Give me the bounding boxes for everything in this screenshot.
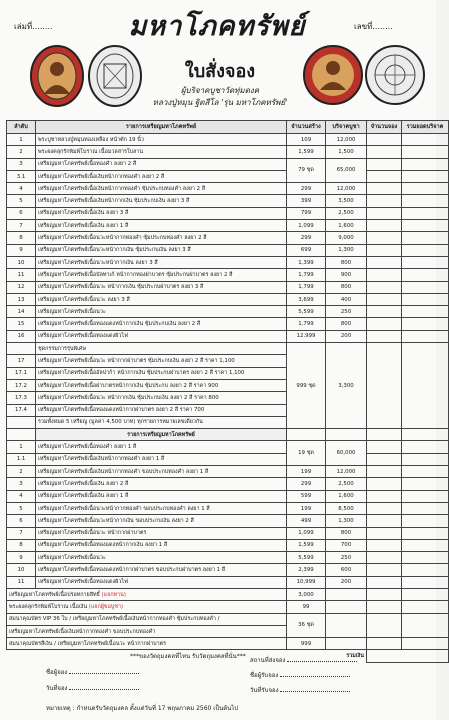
receiver-name-field[interactable] xyxy=(250,670,350,680)
row-no: 4 xyxy=(7,490,36,502)
qty-cell: 299 xyxy=(287,478,326,490)
order-total-cell[interactable] xyxy=(402,453,449,465)
price-cell: 2,500 xyxy=(326,207,367,219)
order-total-cell[interactable] xyxy=(402,478,449,490)
order-qty-cell[interactable] xyxy=(367,220,402,232)
price-cell: 1,600 xyxy=(326,490,367,502)
row-no: 8 xyxy=(7,539,36,551)
order-qty-cell[interactable] xyxy=(367,330,402,342)
row-no: 17.3 xyxy=(7,392,36,404)
table-row xyxy=(7,281,449,293)
price-cell: 1,600 xyxy=(326,220,367,232)
price-cell: 9,000 xyxy=(326,232,367,244)
price-cell: 200 xyxy=(326,576,367,588)
price-cell: 250 xyxy=(326,552,367,564)
row-item: เหรียญมหาโภคทรัพย์เนื้อนวะหน้ากากเงิน ขอบประกบเงิน ลงยา 2 สี xyxy=(36,515,287,527)
set-price-cell: 3,300 xyxy=(326,343,367,429)
row-no xyxy=(7,343,36,355)
table-row xyxy=(7,269,449,281)
row-item: เหรียญมหาโภคทรัพย์เนื้อเงิน ลงยา 1 สี xyxy=(36,220,287,232)
order-qty-cell[interactable] xyxy=(367,429,402,441)
table-row xyxy=(7,232,449,244)
qty-cell: 12,999 xyxy=(287,330,326,342)
extra-item-note: (แจกผู้ขอบูชา) xyxy=(88,603,124,610)
row-item: เหรียญมหาโภคทรัพย์เนื้อนวะ หน้ากากฝาบาตร ซุ้มประกบเงิน ลงยา 2 สี ราคา 1,100 xyxy=(36,355,287,367)
order-total-cell[interactable] xyxy=(402,330,449,342)
order-qty-cell[interactable] xyxy=(367,146,402,158)
price-cell: 12,000 xyxy=(326,183,367,195)
order-total-cell[interactable] xyxy=(402,539,449,551)
receiver-place-label: สถานที่ส่งจอง xyxy=(250,657,286,664)
price-cell: 1,300 xyxy=(326,244,367,256)
remark: หมายเหตุ : กำหนดรับวัตถุมงคล ตั้งแต่วันที่ 17 พฤษภาคม 2560 เป็นต้นไป xyxy=(46,705,239,712)
receiver-name-label: ชื่อผู้รับจอง xyxy=(250,672,279,679)
row-no: 2 xyxy=(7,146,36,158)
row-item: เหรียญมหาโภคทรัพย์เนื้อนวะหน้ากากเงิน ซุ้มประกบเงิน ลงยา 3 สี xyxy=(36,244,287,256)
row-item: พระบูชาหลวงปู่หมุนทองเหลือง หน้าตัก 19 นิ้ว xyxy=(36,134,287,146)
price-cell: 65,000 xyxy=(326,158,367,183)
vip-qty2-cell: 999 xyxy=(287,638,326,650)
order-total-cell[interactable] xyxy=(402,207,449,219)
order-qty-cell[interactable] xyxy=(367,134,402,146)
row-no: 10 xyxy=(7,564,36,576)
table-row xyxy=(7,170,449,182)
row-no: 3 xyxy=(7,478,36,490)
price-cell: 12,000 xyxy=(326,134,367,146)
qty-cell: 10,999 xyxy=(287,576,326,588)
table-row xyxy=(7,588,449,600)
row-no: 12 xyxy=(7,281,36,293)
order-qty-cell[interactable] xyxy=(367,269,402,281)
row-item: เหรียญมหาโภคทรัพย์เนื้อนวะ ลงยา 3 สี xyxy=(36,293,287,305)
row-no: 11 xyxy=(7,576,36,588)
order-qty-cell[interactable] xyxy=(367,207,402,219)
row-item: เหรียญมหาโภคทรัพย์เนื้อเงินหน้ากากทองคำ ซุ้มประกบทองคำ ลงยา 2 สี xyxy=(36,183,287,195)
section2-title: รายการเหรียญมหาโภคทรัพย์ xyxy=(36,429,287,441)
row-no: 15 xyxy=(7,318,36,330)
receiver-place-field[interactable] xyxy=(250,655,357,665)
order-total-cell[interactable] xyxy=(402,318,449,330)
row-no: 16 xyxy=(7,330,36,342)
vip-item: สมนาคุณบัตรสีเงิน / เหรียญมหาโภคทรัพย์เนื้อนวะ หน้ากากฝาบาตร xyxy=(7,638,287,650)
row-item: เหรียญมหาโภคทรัพย์เนื้อเงินหน้ากากทองคำ ลงยา 1 สี xyxy=(36,453,287,465)
order-qty-cell[interactable] xyxy=(367,576,402,588)
order-total-cell[interactable] xyxy=(402,564,449,576)
qty-cell: 1,099 xyxy=(287,220,326,232)
table-row xyxy=(7,502,449,514)
col-no: ลำดับ xyxy=(7,121,36,134)
row-no: 17.4 xyxy=(7,404,36,416)
row-item: เหรียญมหาโภคทรัพย์เนื้อทองแดงหน้ากากฝาบาตร ลงยา 2 สี ราคา 700 xyxy=(36,404,287,416)
order-qty-cell[interactable] xyxy=(367,466,402,478)
set-header: ชุดกรรมการรุ่นพิเศษ xyxy=(36,343,287,355)
edition-line: หลวงปู่หมุน ฐิตสีโล 'รุ่น มหาโภคทรัพย์' xyxy=(152,98,288,107)
row-item: เหรียญมหาโภคทรัพย์เนื้ออัลปาก้า หน้ากากเงิน ซุ้มประกบฝาบาตร ลงยา 2 สี ราคา 1,100 xyxy=(36,367,287,379)
qty-cell: 599 xyxy=(287,490,326,502)
order-qty-cell[interactable] xyxy=(367,601,402,613)
row-no: 14 xyxy=(7,306,36,318)
row-no: 8 xyxy=(7,232,36,244)
row-no: 1.1 xyxy=(7,453,36,465)
order-total-cell[interactable] xyxy=(402,232,449,244)
table-row xyxy=(7,134,449,146)
order-qty-cell[interactable] xyxy=(367,502,402,514)
row-no: 11 xyxy=(7,269,36,281)
qty-cell: 1,599 xyxy=(287,146,326,158)
order-total-cell[interactable] xyxy=(402,306,449,318)
table-row xyxy=(7,220,449,232)
col-item: รายการเหรียญมหาโภคทรัพย์ xyxy=(36,121,287,134)
order-qty-cell[interactable] xyxy=(367,343,402,429)
order-qty-cell[interactable] xyxy=(367,552,402,564)
order-total-cell[interactable] xyxy=(402,490,449,502)
col-total: รวมยอดบริจาค xyxy=(402,121,449,134)
order-total-cell[interactable] xyxy=(402,256,449,268)
order-total-cell[interactable] xyxy=(402,601,449,613)
table-row xyxy=(7,441,449,453)
order-qty-cell[interactable] xyxy=(367,478,402,490)
col-price: บริจาคบูชา xyxy=(326,121,367,134)
receive-date-label: วันที่รับจอง xyxy=(250,687,279,694)
row-no: 7 xyxy=(7,527,36,539)
order-qty-cell[interactable] xyxy=(367,490,402,502)
order-total-cell[interactable] xyxy=(402,552,449,564)
qty-cell: 3,699 xyxy=(287,293,326,305)
row-item: เหรียญมหาโภคทรัพย์เนื้อเงิน ลงยา 1 สี xyxy=(36,490,287,502)
row-item: เหรียญมหาโภคทรัพย์เนื้อเงินหน้ากากทองคำ ขอบประกบทองคำ ลงยา 1 สี xyxy=(36,466,287,478)
section-title-row xyxy=(7,429,449,441)
table-row xyxy=(7,158,449,170)
row-no: 5 xyxy=(7,195,36,207)
order-total-cell[interactable] xyxy=(402,466,449,478)
qty-cell: 299 xyxy=(287,183,326,195)
receive-date-field[interactable] xyxy=(250,685,350,695)
row-no: 2 xyxy=(7,466,36,478)
order-total-cell[interactable] xyxy=(402,158,449,170)
qty-cell: 199 xyxy=(287,466,326,478)
table-row xyxy=(7,343,449,355)
book-number-label: เล่มที่........ xyxy=(14,22,53,31)
row-no: 3 xyxy=(7,158,36,170)
row-item: เหรียญมหาโภคทรัพย์เนื้อนวะหน้ากากทองคำ ซุ้มประกบทองคำ ลงยา 2 สี xyxy=(36,232,287,244)
qty-cell: 1,099 xyxy=(287,527,326,539)
orderer-name-field[interactable] xyxy=(46,667,139,677)
grand-total-cell[interactable] xyxy=(367,650,449,662)
row-item: เหรียญมหาโภคทรัพย์เนื้อทองแดงหน้ากากฝาบาตร ขอบประกบฝาบาตร ลงยา 1 สี xyxy=(36,564,287,576)
row-item: เหรียญมหาโภคทรัพย์เนื้อทองแดงหน้ากากเงิน ซุ้มประกบเงิน ลงยา 2 สี xyxy=(36,318,287,330)
order-qty-cell[interactable] xyxy=(367,183,402,195)
table-row xyxy=(7,330,449,342)
form-subtitle: ใบสั่งจอง xyxy=(184,61,256,82)
row-item: เหรียญมหาโภคทรัพย์เนื้อทองแดงผิวไฟ xyxy=(36,330,287,342)
price-cell: 400 xyxy=(326,293,367,305)
order-qty-cell[interactable] xyxy=(367,441,402,453)
row-item: เหรียญมหาโภคทรัพย์เนื้อทองแดงผิวไฟ xyxy=(36,576,287,588)
order-qty-cell[interactable] xyxy=(367,256,402,268)
table-row xyxy=(7,515,449,527)
order-total-cell[interactable] xyxy=(402,588,449,600)
total-label: รวมเงิน xyxy=(346,653,364,660)
table-row xyxy=(7,576,449,588)
price-cell xyxy=(326,601,367,613)
price-cell: 3,500 xyxy=(326,195,367,207)
order-date-field[interactable] xyxy=(46,683,139,693)
order-total-cell[interactable] xyxy=(402,638,449,650)
table-row xyxy=(7,552,449,564)
col-qty: จำนวนสร้าง xyxy=(287,121,326,134)
price-cell: 700 xyxy=(326,539,367,551)
price-cell: 200 xyxy=(326,330,367,342)
order-qty-cell[interactable] xyxy=(367,588,402,600)
order-qty-cell[interactable] xyxy=(367,564,402,576)
qty-cell: 799 xyxy=(287,207,326,219)
qty-cell: 1,799 xyxy=(287,269,326,281)
row-no xyxy=(7,416,36,428)
row-no: 13 xyxy=(7,293,36,305)
order-qty-cell[interactable] xyxy=(367,539,402,551)
col-order: จำนวนจอง xyxy=(367,121,402,134)
order-qty-cell[interactable] xyxy=(367,232,402,244)
set-qty-cell: 999 ชุด xyxy=(287,343,326,429)
extra-item-note: (แจกทาน) xyxy=(101,591,126,598)
qty-cell: 5,599 xyxy=(287,552,326,564)
set-footer: รวมทั้งหมด 5 เหรียญ (มูลค่า 4,500 บาท) ทุกรายการหมายเลขเดียวกัน xyxy=(36,416,287,428)
row-item: เหรียญมหาโภคทรัพย์เนื้อบัลทาเก้ หน้ากากทองฝาบาตร ซุ้มประกบฝาบาตร ลงยา 2 สี xyxy=(36,269,287,281)
order-total-cell[interactable] xyxy=(402,146,449,158)
order-total-cell[interactable] xyxy=(402,502,449,514)
row-item: เหรียญมหาโภคทรัพย์เนื้อนวะหน้ากากเงิน ลงยา 3 สี xyxy=(36,256,287,268)
order-qty-cell[interactable] xyxy=(367,293,402,305)
table-row xyxy=(7,527,449,539)
row-item: เหรียญมหาโภคทรัพย์เนื้อเงินหน้ากากเงิน ซุ้มประกบเงิน ลงยา 3 สี xyxy=(36,195,287,207)
page-title: มหาโภคทรัพย์ xyxy=(128,11,306,42)
qty-cell: 699 xyxy=(287,244,326,256)
price-cell: 250 xyxy=(326,306,367,318)
yantra-round-medal-icon xyxy=(362,42,428,108)
order-qty-cell[interactable] xyxy=(367,195,402,207)
vip-qty-cell: 36 ชุด xyxy=(287,613,326,638)
order-qty-cell[interactable] xyxy=(367,170,402,182)
price-cell xyxy=(326,638,367,650)
price-cell: 8,500 xyxy=(326,502,367,514)
extra-item xyxy=(7,601,287,613)
table-row xyxy=(7,207,449,219)
row-no: 4 xyxy=(7,183,36,195)
table-row xyxy=(7,466,449,478)
row-item: เหรียญมหาโภคทรัพย์เนื้อนวะ xyxy=(36,552,287,564)
row-no: 7 xyxy=(7,220,36,232)
table-row xyxy=(7,244,449,256)
order-total-cell[interactable] xyxy=(402,515,449,527)
order-total-cell[interactable] xyxy=(402,343,449,429)
row-no: 17 xyxy=(7,355,36,367)
qty-cell: 109 xyxy=(287,134,326,146)
order-total-cell[interactable] xyxy=(402,170,449,182)
order-total-cell[interactable] xyxy=(402,269,449,281)
order-total-cell[interactable] xyxy=(402,281,449,293)
donor-line: ผู้บริจาคบูชาวัดทุ่มดงค xyxy=(180,86,260,95)
extra-item xyxy=(7,588,287,600)
table-row xyxy=(7,183,449,195)
row-item: เหรียญมหาโภคทรัพย์เนื้อนวะ xyxy=(36,306,287,318)
qty-cell: 3,000 xyxy=(287,588,326,600)
price-cell: 1,500 xyxy=(326,146,367,158)
form-number-label: เลขที่........ xyxy=(354,22,393,31)
qty-cell: 1,599 xyxy=(287,539,326,551)
row-no: 3.1 xyxy=(7,170,36,182)
table-row xyxy=(7,306,449,318)
price-cell xyxy=(326,613,367,638)
order-qty-cell[interactable] xyxy=(367,453,402,465)
order-qty-cell[interactable] xyxy=(367,515,402,527)
extra-item-label: พระผงคลุกรักพิมพ์โบราณ เนื้อเงิน xyxy=(9,603,88,610)
table-row xyxy=(7,613,449,625)
order-qty-cell[interactable] xyxy=(367,318,402,330)
qty-cell: 1,799 xyxy=(287,281,326,293)
table-row xyxy=(7,638,449,650)
order-qty-cell[interactable] xyxy=(367,527,402,539)
order-total-cell[interactable] xyxy=(402,134,449,146)
order-total-cell[interactable] xyxy=(402,220,449,232)
row-no: 6 xyxy=(7,515,36,527)
price-cell: 60,000 xyxy=(326,441,367,466)
order-total-cell[interactable] xyxy=(402,576,449,588)
price-cell: 12,000 xyxy=(326,466,367,478)
order-qty-cell[interactable] xyxy=(367,638,402,650)
row-item: เหรียญมหาโภคทรัพย์เนื้อทองคำ ลงยา 2 สี xyxy=(36,158,287,170)
row-no: 10 xyxy=(7,256,36,268)
row-item: เหรียญมหาโภคทรัพย์เนื้อทองคำ ลงยา 1 สี xyxy=(36,441,287,453)
order-total-cell[interactable] xyxy=(402,429,449,441)
price-cell: 800 xyxy=(326,318,367,330)
table-row xyxy=(7,453,449,465)
row-no: 9 xyxy=(7,244,36,256)
row-item: เหรียญมหาโภคทรัพย์เนื้อเงินหน้ากากทองคำ ลงยา 2 สี xyxy=(36,170,287,182)
table-row xyxy=(7,318,449,330)
qty-cell: 5,599 xyxy=(287,306,326,318)
order-total-cell[interactable] xyxy=(402,527,449,539)
table-header-row xyxy=(7,121,449,134)
order-total-cell[interactable] xyxy=(402,293,449,305)
price-cell: 900 xyxy=(326,269,367,281)
row-no: 9 xyxy=(7,552,36,564)
qty-cell: 399 xyxy=(287,195,326,207)
qty-cell: 19 ชุด xyxy=(287,441,326,466)
row-item: เหรียญมหาโภคทรัพย์เนื้อทองแดงหน้ากากเงิน ลงยา 1 สี xyxy=(36,539,287,551)
pickup-note: ***ของวัตถุมงคลที่ไหน รับวัตถุมงคลที่นั่น*** xyxy=(130,653,246,660)
qty-cell: 199 xyxy=(287,502,326,514)
row-no: 1 xyxy=(7,134,36,146)
order-table xyxy=(6,120,449,663)
qty-cell: 1,399 xyxy=(287,256,326,268)
row-item: เหรียญมหาโภคทรัพย์เนื้อนวะ หน้ากากฝาบาตร xyxy=(36,527,287,539)
order-qty-cell[interactable] xyxy=(367,306,402,318)
order-qty-cell[interactable] xyxy=(367,613,402,638)
table-row xyxy=(7,564,449,576)
qty-cell: 299 xyxy=(287,232,326,244)
row-item: เหรียญมหาโภคทรัพย์เนื้อนวะ หน้ากากเงิน ซุ้มประกบฝาบาตร ลงยา 3 สี xyxy=(36,281,287,293)
row-no: 5 xyxy=(7,502,36,514)
row-item: เหรียญมหาโภคทรัพย์เนื้อฝาบาตรหน้ากากเงิน ซุ้มประกบ ลงยา 2 สี ราคา 900 xyxy=(36,379,287,391)
table-row xyxy=(7,490,449,502)
row-no xyxy=(7,429,36,441)
qty-cell: 79 ชุด xyxy=(287,158,326,183)
table-row xyxy=(7,478,449,490)
extra-item-label: เหรียญมหาโภคทรัพย์เนื้อปรอทกายสิทธิ์ xyxy=(9,591,100,598)
table-row xyxy=(7,293,449,305)
order-qty-cell[interactable] xyxy=(367,158,402,170)
price-cell: 600 xyxy=(326,564,367,576)
row-no: 17.1 xyxy=(7,367,36,379)
price-cell: 800 xyxy=(326,527,367,539)
row-no: 1 xyxy=(7,441,36,453)
row-item: เหรียญมหาโภคทรัพย์เนื้อเงิน ลงยา 3 สี xyxy=(36,207,287,219)
price-cell xyxy=(326,429,367,441)
table-row xyxy=(7,539,449,551)
order-total-cell[interactable] xyxy=(402,613,449,638)
row-item: เหรียญมหาโภคทรัพย์เนื้อเงิน ลงยา 2 สี xyxy=(36,478,287,490)
table-row xyxy=(7,601,449,613)
table-row xyxy=(7,256,449,268)
qty-cell: 1,799 xyxy=(287,318,326,330)
price-cell xyxy=(326,588,367,600)
order-qty-cell[interactable] xyxy=(367,281,402,293)
order-qty-cell[interactable] xyxy=(367,244,402,256)
orderer-name-label: ชื่อผู้จอง xyxy=(46,669,68,676)
qty-cell xyxy=(287,429,326,441)
order-total-cell[interactable] xyxy=(402,441,449,453)
row-item: เหรียญมหาโภคทรัพย์เนื้อนวะ หน้ากากเงิน ซุ้มประกบเงิน ลงยา 2 สี ราคา 800 xyxy=(36,392,287,404)
row-item: พระผงคลุกรักพิมพ์โบราณ เนื้อมวลสารใบลาน xyxy=(36,146,287,158)
vip-item: สมนาคุณบัตร VIP 36 ใบ / เหรียญมหาโภคทรัพย์เนื้อเงินหน้ากากทองคำ ซุ้มประกบทองคำ / xyxy=(7,613,287,625)
qty-cell: 2,399 xyxy=(287,564,326,576)
qty-cell: 499 xyxy=(287,515,326,527)
row-no: 6 xyxy=(7,207,36,219)
row-item: เหรียญมหาโภคทรัพย์เนื้อนวะหน้ากากทองคำ ขอบประกบทองคำ ลงยา 1 สี xyxy=(36,502,287,514)
order-total-cell[interactable] xyxy=(402,244,449,256)
table-row xyxy=(7,146,449,158)
price-cell: 800 xyxy=(326,281,367,293)
price-cell: 800 xyxy=(326,256,367,268)
row-no: 17.2 xyxy=(7,379,36,391)
order-total-cell[interactable] xyxy=(402,195,449,207)
table-row xyxy=(7,195,449,207)
monk-medal-icon xyxy=(24,42,90,108)
vip-item: เหรียญมหาโภคทรัพย์เนื้อเงินหน้ากากทองคำ ขอบประกบทองคำ xyxy=(7,625,287,637)
order-total-cell[interactable] xyxy=(402,183,449,195)
price-cell: 1,300 xyxy=(326,515,367,527)
qty-cell: 99 xyxy=(287,601,326,613)
order-date-label: วันที่จอง xyxy=(46,685,68,692)
price-cell: 2,500 xyxy=(326,478,367,490)
